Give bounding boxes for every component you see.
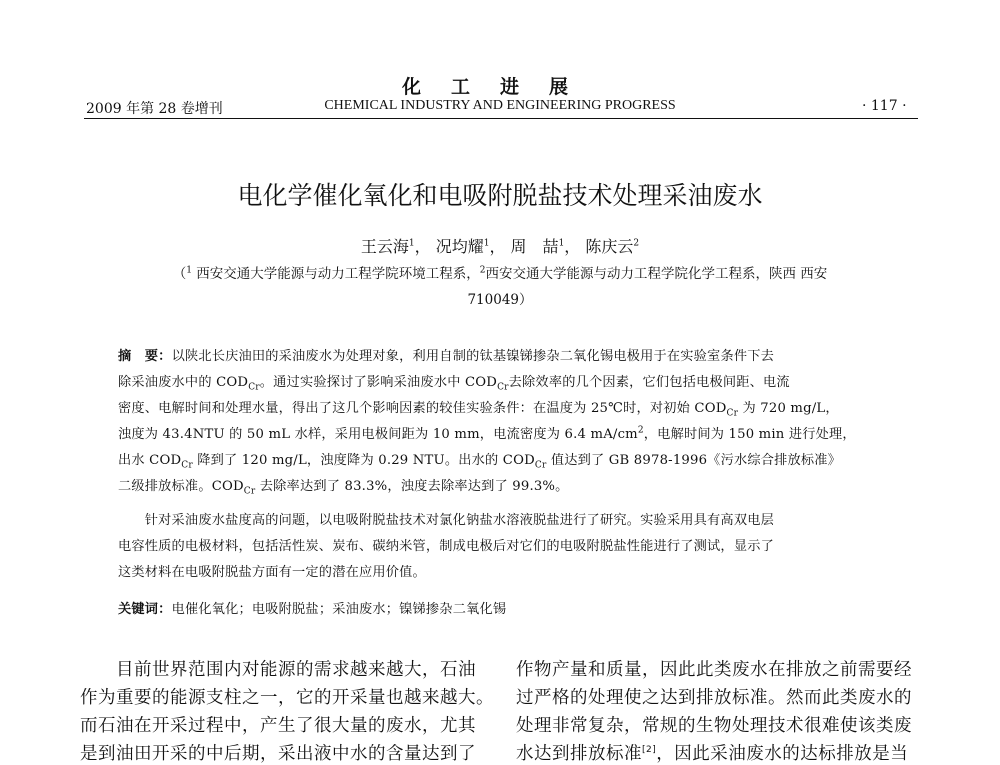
affiliation-2: 西安交通大学能源与动力工程学院化学工程系，陕西 西安 — [485, 266, 828, 282]
body-line: 水达到排放标准[2]，因此采油废水的达标排放是当 — [516, 744, 909, 764]
abstract-text: 。通过实验探讨了影响采油废水中 COD — [259, 375, 498, 390]
body-line: 过严格的处理使之达到排放标准。然而此类废水的 — [516, 688, 912, 708]
affil-mark: 2 — [479, 265, 486, 276]
abstract-text: 浊度为 43.4NTU 的 50 mL 水样，采用电极间距为 10 mm，电流密度为 6.4 mA/cm — [118, 427, 638, 442]
body-line: 是到油田开采的中后期，采出液中水的含量达到了 — [80, 744, 476, 764]
subscript: Cr — [181, 460, 193, 471]
author: 况均耀 — [435, 237, 484, 256]
body-text-span: ，因此采油废水的达标排放是当 — [656, 744, 909, 764]
affiliation-1: 西安交通大学能源与动力工程学院环境工程系， — [191, 266, 480, 282]
journal-name-cn: 化工进展 — [401, 76, 598, 98]
abstract-text: 除采油废水中的 COD — [118, 375, 249, 390]
superscript: 2 — [637, 425, 644, 436]
citation-ref[interactable]: [2] — [642, 745, 657, 756]
journal-name-en: CHEMICAL INDUSTRY AND ENGINEERING PROGRESS — [324, 98, 676, 113]
author: 陈庆云 — [585, 237, 634, 256]
author: 王云海 — [360, 237, 409, 256]
abstract-text: 去除率达到了 83.3%，浊度去除率达到了 99.3%。 — [255, 479, 569, 494]
subscript: Cr — [497, 382, 509, 393]
body-line: 目前世界范围内对能源的需求越来越大，石油 — [80, 660, 476, 680]
subscript: Cr — [243, 486, 256, 497]
header-rule — [84, 118, 918, 119]
keywords — [118, 598, 506, 617]
author-affil-mark: 1 — [483, 238, 490, 249]
abstract-line — [118, 475, 569, 497]
affiliations — [0, 262, 1000, 282]
abstract-label: 摘 要： — [118, 349, 172, 364]
subscript: Cr — [248, 382, 260, 393]
abstract-text: 值达到了 GB 8978-1996《污水综合排放标准》 — [546, 453, 842, 468]
keywords-text: 电催化氧化；电吸附脱盐；采油废水；镍锑掺杂二氧化锡 — [171, 602, 507, 617]
author-list: 王云海$^1$， 况均耀$^1$， 周 喆$^1$， 陈庆云$^2$ — [360, 237, 640, 256]
abstract-line — [118, 535, 774, 554]
abstract-text: 针对采油废水盐度高的问题，以电吸附脱盐技术对氯化钠盐水溶液脱盐进行了研究。实验采用具有高双电层 — [118, 513, 774, 528]
abstract-text: 为 720 mg/L， — [738, 401, 839, 416]
abstract-line — [118, 397, 839, 419]
abstract-line — [118, 423, 856, 442]
abstract-line — [118, 561, 426, 580]
abstract-text: 密度、电解时间和处理水量，得出了这几个影响因素的较佳实验条件：在温度为 25℃时，对初始 COD — [118, 401, 727, 416]
subscript: Cr — [534, 460, 547, 471]
issue-info: 2009 年第 28 卷增刊 — [86, 101, 223, 117]
abstract-text: 二级排放标准。COD — [118, 479, 244, 494]
body-line: 而石油在开采过程中，产生了很大量的废水，尤其 — [80, 716, 476, 736]
abstract-line — [118, 371, 790, 393]
abstract-line — [118, 345, 774, 364]
paper-title: 电化学催化氧化和电吸附脱盐技术处理采油废水 — [237, 181, 763, 210]
author-affil-mark: 2 — [633, 238, 640, 249]
abstract-line — [118, 449, 841, 471]
abstract-text: 以陕北长庆油田的采油废水为处理对象，利用自制的钛基镍锑掺杂二氧化锡电极用于在实验室条件下去 — [171, 349, 774, 364]
abstract-line — [118, 509, 774, 528]
subscript: Cr — [726, 408, 739, 419]
abstract-text: 降到了 120 mg/L，浊度降为 0.29 NTU。出水的 COD — [192, 453, 535, 468]
affiliation-postcode: 710049） — [467, 292, 533, 308]
body-line: 处理非常复杂，常规的生物处理技术很难使该类废 — [516, 716, 912, 736]
abstract-text: 去除效率的几个因素，它们包括电极间距、电流 — [508, 375, 790, 390]
author: 周 喆 — [510, 237, 559, 256]
body-line: 作物产量和质量，因此此类废水在排放之前需要经 — [516, 660, 912, 680]
affil-mark: 1 — [186, 265, 192, 276]
abstract-text: 这类材料在电吸附脱盐方面有一定的潜在应用价值。 — [118, 565, 426, 580]
body-line: 作为重要的能源支柱之一，它的开采量也越来越大。 — [80, 688, 494, 708]
abstract-text: 电容性质的电极材料，包括活性炭、炭布、碳纳米管，制成电极后对它们的电吸附脱盐性能进行了测试，显示了 — [118, 539, 774, 554]
page-number: · 117 · — [862, 98, 907, 114]
paren: （ — [172, 266, 187, 282]
author-affil-mark: 1 — [408, 238, 415, 249]
author-affil-mark: 1 — [558, 238, 565, 249]
abstract-text: 出水 COD — [118, 453, 182, 468]
abstract-text: ，电解时间为 150 min 进行处理， — [643, 427, 856, 442]
keywords-label: 关键词： — [118, 602, 172, 617]
